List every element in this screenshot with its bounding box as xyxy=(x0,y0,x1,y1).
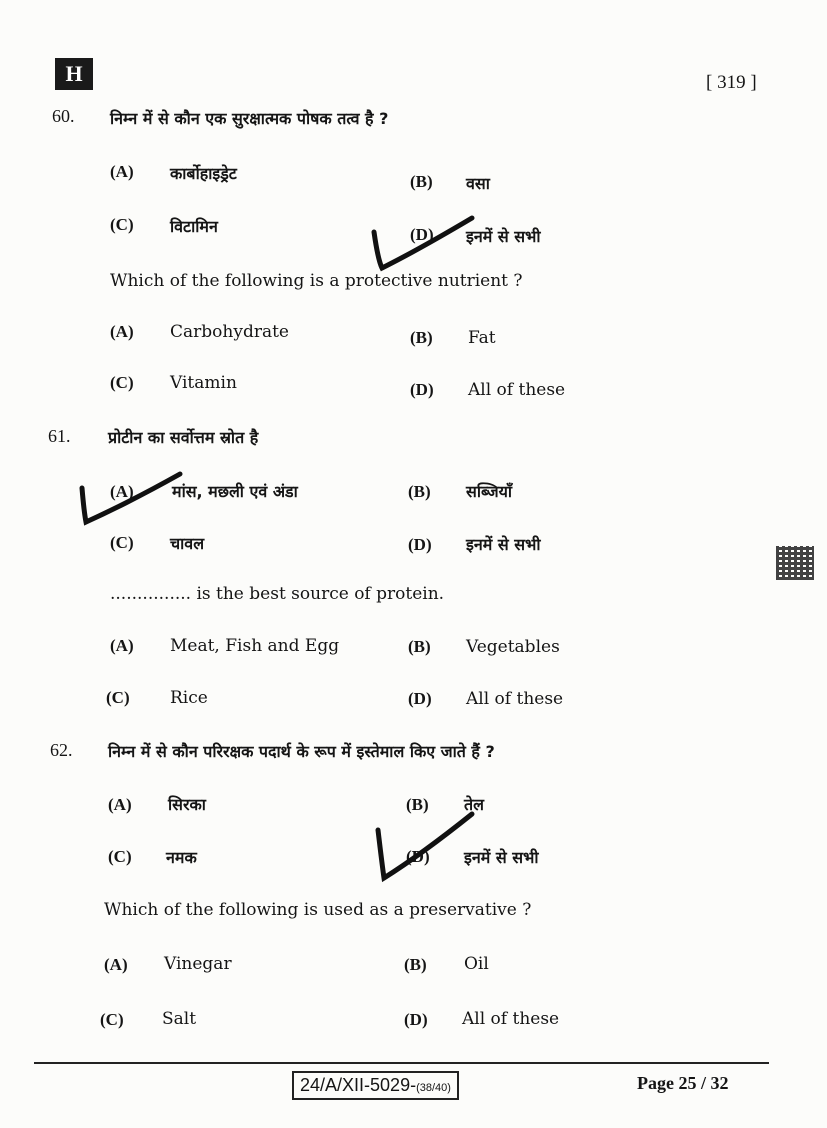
option-text-english: All of these xyxy=(468,380,566,400)
option-letter: (B) xyxy=(408,482,431,501)
option-text-english: Vitamin xyxy=(170,373,237,393)
option-text-hindi: तेल xyxy=(464,795,484,814)
question-text-english: ............... is the best source of protein. xyxy=(110,584,445,604)
option-letter: (B) xyxy=(410,328,433,347)
option-letter: (C) xyxy=(110,533,134,552)
set-badge: H xyxy=(55,58,93,90)
option-letter: (C) xyxy=(100,1010,124,1029)
option-text-hindi: मांस, मछली एवं अंडा xyxy=(172,482,298,501)
question-number: 60. xyxy=(52,106,75,126)
option-text-hindi: इनमें से सभी xyxy=(466,535,541,554)
question-text-english: Which of the following is used as a preservative ? xyxy=(104,900,532,920)
option-text-hindi: सिरका xyxy=(168,795,206,814)
option-text-english: Carbohydrate xyxy=(170,322,289,342)
option-letter: (C) xyxy=(110,215,134,234)
option-text-english: Fat xyxy=(468,328,496,348)
option-text-hindi: चावल xyxy=(170,534,205,553)
option-text-hindi: कार्बोहाइड्रेट xyxy=(170,164,237,183)
question-text-hindi: प्रोटीन का सर्वोत्तम स्रोत है xyxy=(108,428,259,447)
option-letter: (A) xyxy=(110,636,134,655)
qr-code-icon xyxy=(776,546,814,580)
option-text-english: Meat, Fish and Egg xyxy=(170,636,340,656)
option-letter: (A) xyxy=(110,322,134,341)
option-text-english: Oil xyxy=(464,954,489,974)
option-text-hindi: विटामिन xyxy=(170,217,218,236)
option-letter: (A) xyxy=(110,162,134,181)
option-text-english: Salt xyxy=(162,1009,197,1029)
page-number: Page 25 / 32 xyxy=(637,1073,729,1093)
option-text-english: Vinegar xyxy=(164,954,232,974)
option-letter: (A) xyxy=(108,795,132,814)
option-text-hindi: वसा xyxy=(466,174,490,193)
option-letter: (D) xyxy=(410,225,434,244)
question-text-english: Which of the following is a protective nutrient ? xyxy=(110,271,523,291)
option-text-english: Vegetables xyxy=(466,637,560,657)
option-letter: (D) xyxy=(406,847,430,866)
option-text-hindi: नमक xyxy=(166,848,197,867)
option-letter: (A) xyxy=(110,482,134,501)
option-letter: (B) xyxy=(408,637,431,656)
option-letter: (A) xyxy=(104,955,128,974)
checkmark-icon xyxy=(372,806,482,884)
option-text-english: All of these xyxy=(466,689,564,709)
option-text-hindi: सब्जियाँ xyxy=(466,482,513,501)
option-text-hindi: इनमें से सभी xyxy=(466,227,541,246)
option-letter: (B) xyxy=(404,955,427,974)
question-number: 61. xyxy=(48,426,71,446)
option-letter: (D) xyxy=(410,380,434,399)
paper-code-main: 24/A/XII-5029- xyxy=(300,1075,417,1095)
question-number: 62. xyxy=(50,740,73,760)
footer-divider xyxy=(34,1062,769,1064)
option-letter: (D) xyxy=(404,1010,428,1029)
question-text-hindi: निम्न में से कौन एक सुरक्षात्मक पोषक तत्व है ? xyxy=(110,109,389,128)
question-text-hindi: निम्न में से कौन परिरक्षक पदार्थ के रूप में इस्तेमाल किए जाते हैं ? xyxy=(108,742,495,761)
option-text-english: All of these xyxy=(462,1009,560,1029)
option-letter: (C) xyxy=(110,373,134,392)
option-text-english: Rice xyxy=(170,688,208,708)
option-text-hindi: इनमें से सभी xyxy=(464,848,539,867)
option-letter: (D) xyxy=(408,535,432,554)
page-code: [ 319 ] xyxy=(706,72,757,93)
paper-code-sub: (38/40) xyxy=(416,1082,451,1094)
paper-code xyxy=(292,1071,459,1100)
option-letter: (C) xyxy=(106,688,130,707)
option-letter: (C) xyxy=(108,847,132,866)
option-letter: (D) xyxy=(408,689,432,708)
option-letter: (B) xyxy=(406,795,429,814)
option-letter: (B) xyxy=(410,172,433,191)
